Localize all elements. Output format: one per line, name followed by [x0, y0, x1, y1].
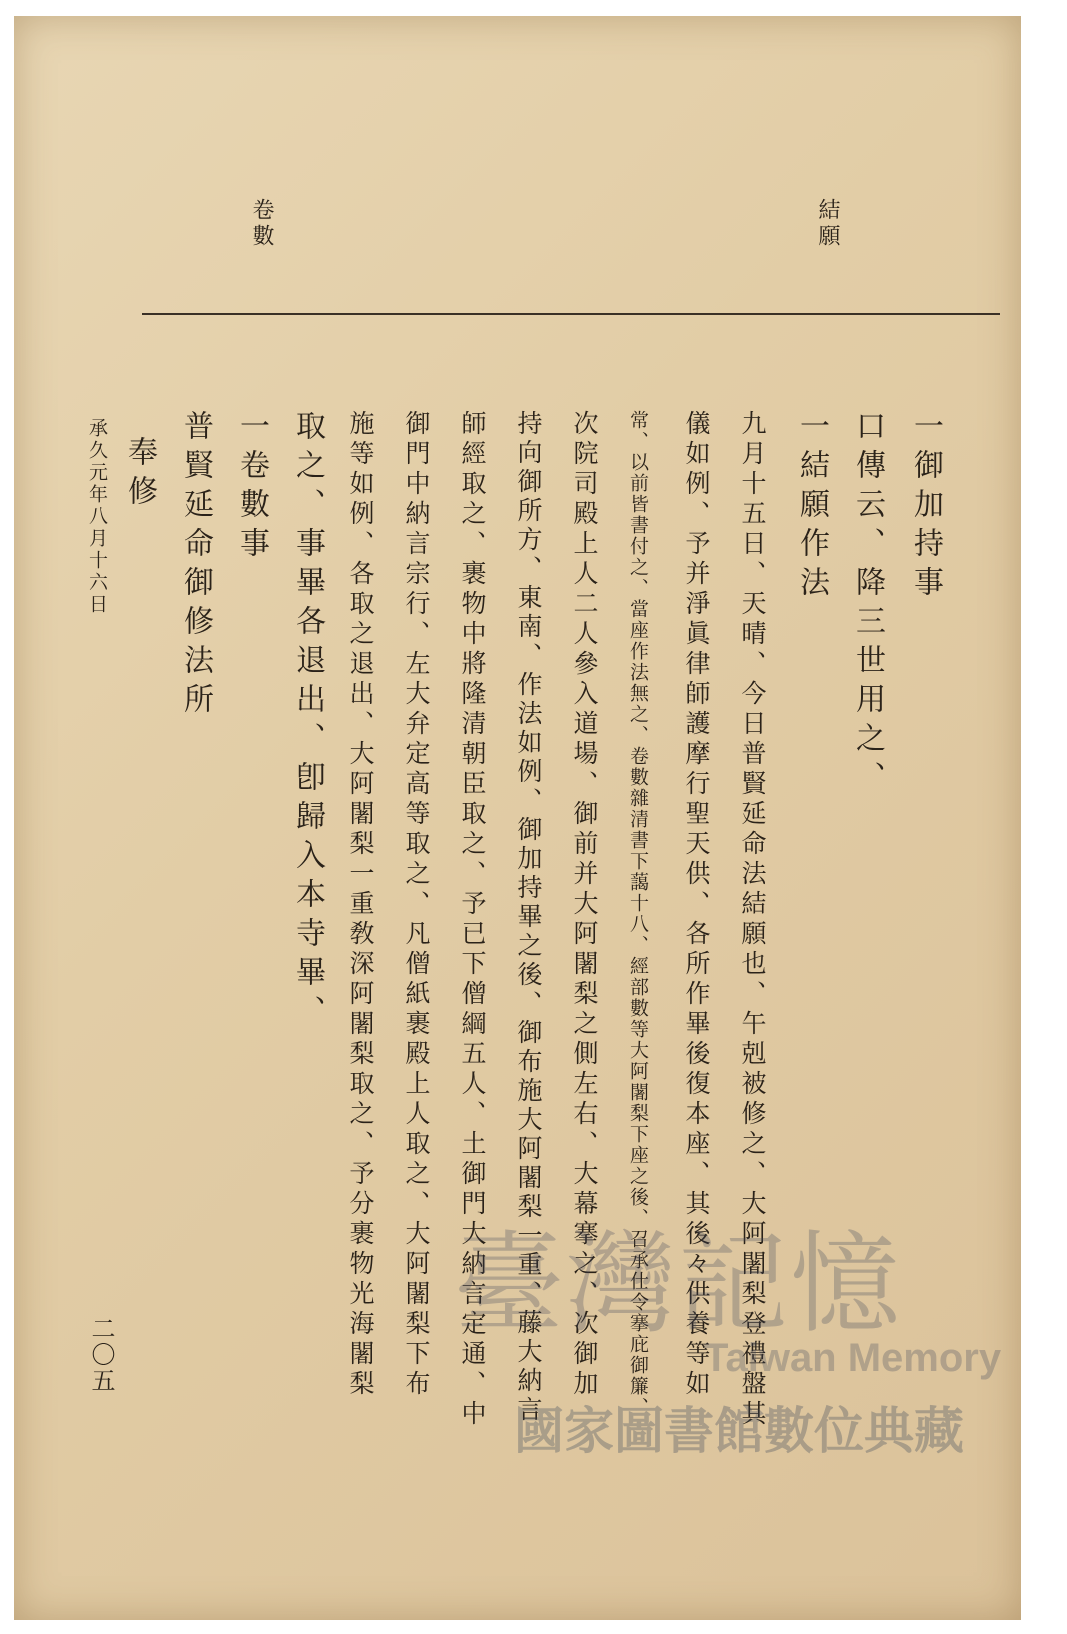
- watermark-caption: 國家圖書館數位典藏: [514, 1403, 964, 1459]
- text-line: 取之、事畢各退出、卽歸入本寺畢、: [290, 410, 325, 1034]
- text-line: 一卷數事: [234, 410, 269, 566]
- header-right: 結願: [815, 198, 840, 250]
- header-rule: [142, 313, 1000, 315]
- watermark-subtitle: Taiwan Memory: [704, 1336, 1002, 1380]
- text-line: 儀如例、予并淨眞律師護摩行聖天供、各所作畢後復本座、其後々供養等如: [682, 410, 711, 1400]
- page-number: 二〇五: [87, 1316, 115, 1394]
- text-line: 口傳云、降三世用之、: [850, 410, 885, 800]
- text-line: 奉修: [122, 436, 157, 514]
- text-line: 普賢延命御修法所: [178, 410, 213, 722]
- text-line: 次院司殿上人二人參入道場、御前并大阿闍梨之側左右、大幕搴之、次御加: [570, 410, 599, 1400]
- text-line: 師經取之、裹物中將隆清朝臣取之、予已下僧綱五人、土御門大納言定通、中: [458, 410, 487, 1430]
- text-line: 一御加持事: [908, 410, 943, 605]
- text-line: 施等如例、各取之退出、大阿闍梨一重敎深阿闍梨取之、予分裹物光海闍梨: [346, 410, 375, 1400]
- header-left: 卷數: [249, 198, 274, 250]
- watermark-title: 臺灣記憶: [454, 1220, 902, 1348]
- book-page: [14, 16, 1021, 1620]
- date-line: 承久元年八月十六日: [86, 418, 108, 616]
- text-line: 御門中納言宗行、左大弁定高等取之、凡僧紙裹殿上人取之、大阿闍梨下布: [402, 410, 431, 1400]
- text-line: 九月十五日、天晴、今日普賢延命法結願也、午剋被修之、大阿闍梨登禮盤其: [738, 410, 767, 1430]
- text-line: 常、以前皆書付之、當座作法無之、卷數雜清書下藹十八、經部數等大阿闍梨下座之後、召承仕令搴庇御簾、: [627, 410, 649, 1418]
- text-line: 一結願作法: [794, 410, 829, 605]
- text-line: 持向御所方、東南、作法如例、御加持畢之後、御布施大阿闍梨一重、藤大納言: [514, 410, 543, 1425]
